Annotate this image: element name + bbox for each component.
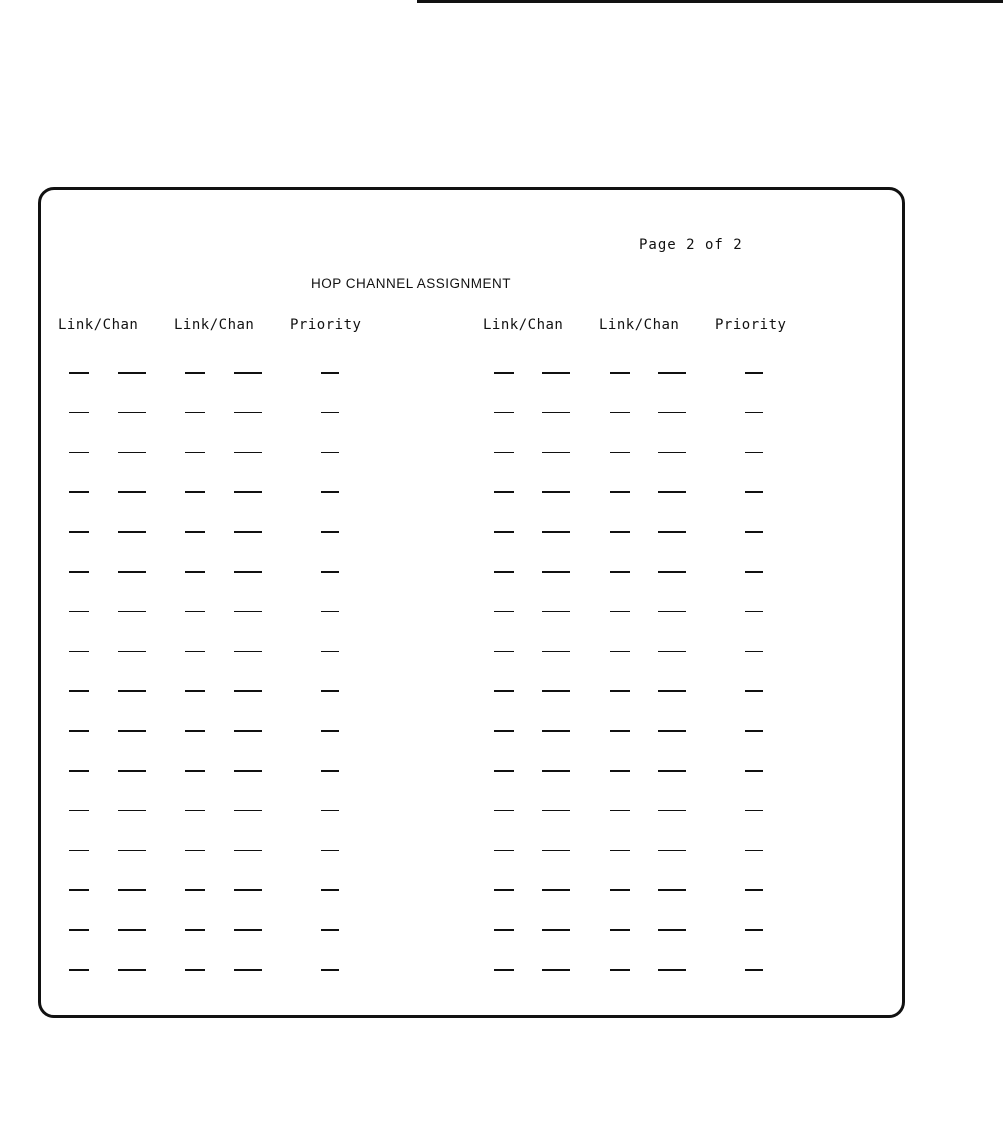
link-field[interactable] <box>185 571 205 573</box>
table-row <box>41 651 902 655</box>
chan-field[interactable] <box>658 929 686 931</box>
chan-field[interactable] <box>542 571 570 573</box>
chan-field[interactable] <box>658 969 686 971</box>
chan-field[interactable] <box>118 651 146 653</box>
chan-field[interactable] <box>234 690 262 692</box>
column-header-link-chan-2: Link/Chan <box>174 317 255 333</box>
table-row <box>41 810 902 814</box>
chan-field[interactable] <box>234 372 262 374</box>
chan-field[interactable] <box>234 452 262 454</box>
chan-field[interactable] <box>118 491 146 493</box>
chan-field[interactable] <box>658 611 686 613</box>
chan-field[interactable] <box>234 810 262 812</box>
column-header-priority-2: Priority <box>715 317 787 333</box>
chan-field[interactable] <box>542 531 570 533</box>
chan-field[interactable] <box>658 770 686 772</box>
table-row <box>41 372 902 376</box>
chan-field[interactable] <box>658 850 686 852</box>
chan-field[interactable] <box>118 452 146 454</box>
chan-field[interactable] <box>542 372 570 374</box>
link-field[interactable] <box>494 690 514 692</box>
chan-field[interactable] <box>542 969 570 971</box>
priority-field[interactable] <box>745 571 763 573</box>
chan-field[interactable] <box>234 770 262 772</box>
chan-field[interactable] <box>118 850 146 852</box>
link-field[interactable] <box>610 651 630 653</box>
link-field[interactable] <box>610 929 630 931</box>
link-field[interactable] <box>610 452 630 454</box>
priority-field[interactable] <box>745 969 763 971</box>
link-field[interactable] <box>610 412 630 414</box>
priority-field[interactable] <box>745 651 763 653</box>
link-field[interactable] <box>610 810 630 812</box>
link-field[interactable] <box>69 810 89 812</box>
chan-field[interactable] <box>118 889 146 891</box>
link-field[interactable] <box>69 372 89 374</box>
chan-field[interactable] <box>234 651 262 653</box>
chan-field[interactable] <box>542 611 570 613</box>
priority-field[interactable] <box>745 452 763 454</box>
table-row <box>41 929 902 933</box>
chan-field[interactable] <box>658 372 686 374</box>
link-field[interactable] <box>185 531 205 533</box>
hop-channel-assignment-form <box>38 187 905 1018</box>
chan-field[interactable] <box>658 730 686 732</box>
priority-field[interactable] <box>745 810 763 812</box>
link-field[interactable] <box>69 531 89 533</box>
link-field[interactable] <box>69 412 89 414</box>
priority-field[interactable] <box>745 412 763 414</box>
link-field[interactable] <box>185 969 205 971</box>
chan-field[interactable] <box>658 412 686 414</box>
chan-field[interactable] <box>658 571 686 573</box>
chan-field[interactable] <box>118 690 146 692</box>
chan-field[interactable] <box>234 889 262 891</box>
link-field[interactable] <box>610 531 630 533</box>
priority-field[interactable] <box>745 611 763 613</box>
chan-field[interactable] <box>542 770 570 772</box>
chan-field[interactable] <box>542 491 570 493</box>
link-field[interactable] <box>610 889 630 891</box>
link-field[interactable] <box>494 412 514 414</box>
priority-field[interactable] <box>321 969 339 971</box>
link-field[interactable] <box>494 850 514 852</box>
link-field[interactable] <box>185 770 205 772</box>
chan-field[interactable] <box>542 452 570 454</box>
chan-field[interactable] <box>118 372 146 374</box>
link-field[interactable] <box>69 889 89 891</box>
link-field[interactable] <box>185 372 205 374</box>
link-field[interactable] <box>69 969 89 971</box>
link-field[interactable] <box>494 452 514 454</box>
priority-field[interactable] <box>745 531 763 533</box>
chan-field[interactable] <box>118 929 146 931</box>
priority-field[interactable] <box>321 770 339 772</box>
chan-field[interactable] <box>118 531 146 533</box>
priority-field[interactable] <box>321 810 339 812</box>
chan-field[interactable] <box>658 491 686 493</box>
priority-field[interactable] <box>321 730 339 732</box>
chan-field[interactable] <box>234 850 262 852</box>
column-header-link-chan-1: Link/Chan <box>58 317 139 333</box>
chan-field[interactable] <box>542 889 570 891</box>
priority-field[interactable] <box>745 491 763 493</box>
chan-field[interactable] <box>542 929 570 931</box>
link-field[interactable] <box>494 372 514 374</box>
table-row <box>41 491 902 495</box>
table-row <box>41 730 902 734</box>
chan-field[interactable] <box>658 889 686 891</box>
table-row <box>41 969 902 973</box>
chan-field[interactable] <box>658 531 686 533</box>
link-field[interactable] <box>69 491 89 493</box>
table-row <box>41 452 902 456</box>
link-field[interactable] <box>610 571 630 573</box>
priority-field[interactable] <box>321 491 339 493</box>
column-header-link-chan-3: Link/Chan <box>483 317 564 333</box>
priority-field[interactable] <box>321 372 339 374</box>
chan-field[interactable] <box>234 611 262 613</box>
table-row <box>41 531 902 535</box>
link-field[interactable] <box>185 690 205 692</box>
chan-field[interactable] <box>118 571 146 573</box>
priority-field[interactable] <box>321 850 339 852</box>
link-field[interactable] <box>494 571 514 573</box>
column-header-link-chan-4: Link/Chan <box>599 317 680 333</box>
priority-field[interactable] <box>745 929 763 931</box>
chan-field[interactable] <box>234 531 262 533</box>
link-field[interactable] <box>494 969 514 971</box>
priority-field[interactable] <box>321 571 339 573</box>
table-row <box>41 889 902 893</box>
chan-field[interactable] <box>658 810 686 812</box>
link-field[interactable] <box>69 850 89 852</box>
chan-field[interactable] <box>658 651 686 653</box>
table-row <box>41 412 902 416</box>
link-field[interactable] <box>185 889 205 891</box>
priority-field[interactable] <box>745 690 763 692</box>
chan-field[interactable] <box>234 929 262 931</box>
link-field[interactable] <box>185 810 205 812</box>
chan-field[interactable] <box>118 412 146 414</box>
chan-field[interactable] <box>234 571 262 573</box>
link-field[interactable] <box>69 571 89 573</box>
link-field[interactable] <box>185 651 205 653</box>
chan-field[interactable] <box>542 850 570 852</box>
link-field[interactable] <box>610 730 630 732</box>
column-header-priority-1: Priority <box>290 317 362 333</box>
link-field[interactable] <box>69 690 89 692</box>
link-field[interactable] <box>69 730 89 732</box>
link-field[interactable] <box>610 491 630 493</box>
priority-field[interactable] <box>321 690 339 692</box>
priority-field[interactable] <box>321 412 339 414</box>
chan-field[interactable] <box>658 690 686 692</box>
link-field[interactable] <box>69 770 89 772</box>
table-row <box>41 611 902 615</box>
link-field[interactable] <box>494 491 514 493</box>
link-field[interactable] <box>494 730 514 732</box>
link-field[interactable] <box>610 850 630 852</box>
link-field[interactable] <box>69 651 89 653</box>
priority-field[interactable] <box>745 889 763 891</box>
link-field[interactable] <box>185 850 205 852</box>
priority-field[interactable] <box>745 372 763 374</box>
link-field[interactable] <box>494 810 514 812</box>
link-field[interactable] <box>494 611 514 613</box>
table-row <box>41 770 902 774</box>
priority-field[interactable] <box>745 730 763 732</box>
link-field[interactable] <box>494 929 514 931</box>
priority-field[interactable] <box>745 850 763 852</box>
chan-field[interactable] <box>542 810 570 812</box>
link-field[interactable] <box>69 611 89 613</box>
chan-field[interactable] <box>234 730 262 732</box>
link-field[interactable] <box>69 452 89 454</box>
chan-field[interactable] <box>234 412 262 414</box>
link-field[interactable] <box>185 412 205 414</box>
chan-field[interactable] <box>118 810 146 812</box>
chan-field[interactable] <box>542 651 570 653</box>
link-field[interactable] <box>610 611 630 613</box>
chan-field[interactable] <box>118 730 146 732</box>
link-field[interactable] <box>185 929 205 931</box>
chan-field[interactable] <box>118 770 146 772</box>
priority-field[interactable] <box>321 651 339 653</box>
link-field[interactable] <box>185 491 205 493</box>
link-field[interactable] <box>610 372 630 374</box>
chan-field[interactable] <box>658 452 686 454</box>
priority-field[interactable] <box>321 531 339 533</box>
link-field[interactable] <box>185 452 205 454</box>
table-row <box>41 571 902 575</box>
top-rule <box>417 0 1003 3</box>
link-field[interactable] <box>69 929 89 931</box>
priority-field[interactable] <box>321 889 339 891</box>
link-field[interactable] <box>185 730 205 732</box>
chan-field[interactable] <box>118 611 146 613</box>
priority-field[interactable] <box>321 929 339 931</box>
page-indicator: Page 2 of 2 <box>639 237 743 253</box>
link-field[interactable] <box>494 889 514 891</box>
chan-field[interactable] <box>234 969 262 971</box>
link-field[interactable] <box>494 651 514 653</box>
priority-field[interactable] <box>321 452 339 454</box>
link-field[interactable] <box>610 690 630 692</box>
link-field[interactable] <box>610 770 630 772</box>
chan-field[interactable] <box>118 969 146 971</box>
chan-field[interactable] <box>542 690 570 692</box>
table-row <box>41 850 902 854</box>
priority-field[interactable] <box>745 770 763 772</box>
chan-field[interactable] <box>542 412 570 414</box>
chan-field[interactable] <box>234 491 262 493</box>
link-field[interactable] <box>185 611 205 613</box>
chan-field[interactable] <box>542 730 570 732</box>
table-row <box>41 690 902 694</box>
priority-field[interactable] <box>321 611 339 613</box>
link-field[interactable] <box>494 770 514 772</box>
link-field[interactable] <box>610 969 630 971</box>
page-title: HOP CHANNEL ASSIGNMENT <box>311 276 512 291</box>
link-field[interactable] <box>494 531 514 533</box>
